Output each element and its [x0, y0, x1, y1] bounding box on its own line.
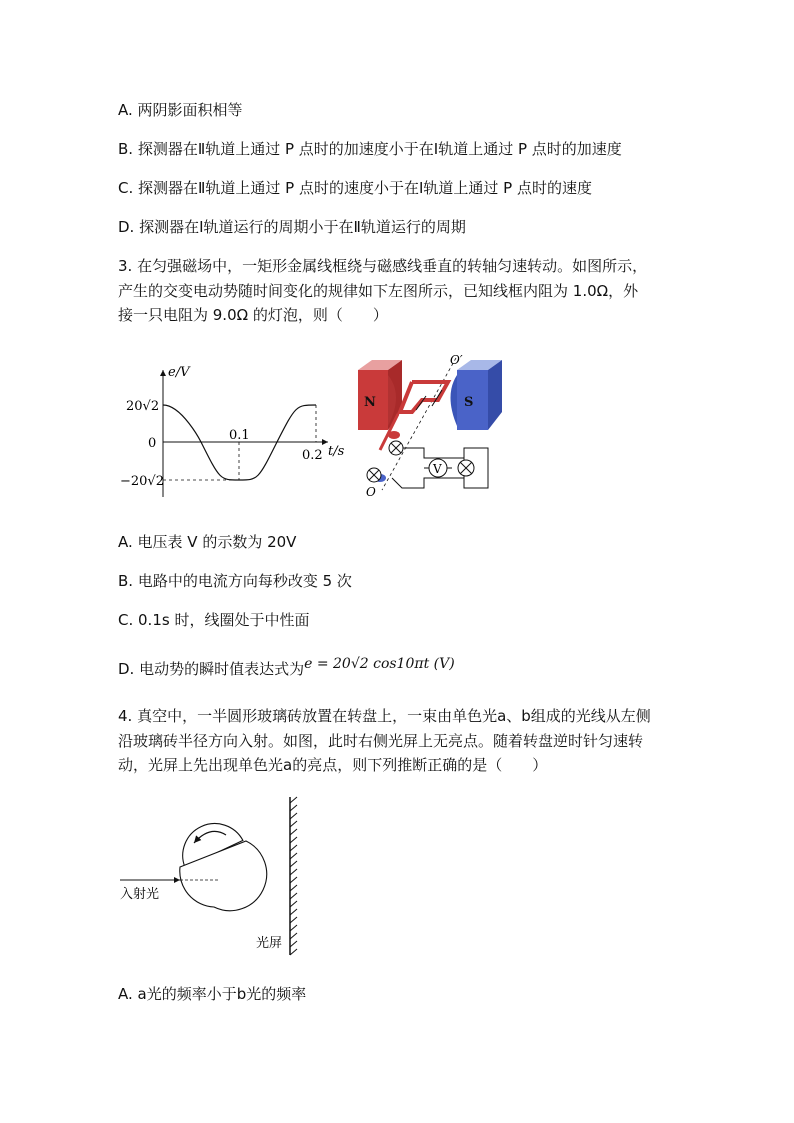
q3-option-b: B. 电路中的电流方向每秒改变 5 次 — [118, 572, 352, 590]
y-axis-label: e/V — [168, 365, 190, 380]
q2-option-d: D. 探测器在Ⅰ轨道运行的周期小于在Ⅱ轨道运行的周期 — [118, 218, 466, 236]
q3-emf-graph — [120, 362, 350, 502]
q3-stem-line3: 接一只电阻为 9.0Ω 的灯泡，则（ ） — [118, 306, 388, 324]
q2-option-c: C. 探测器在Ⅱ轨道上通过 P 点时的速度小于在Ⅰ轨道上通过 P 点时的速度 — [118, 179, 592, 197]
screen-hatching — [290, 797, 297, 955]
voltmeter-label: V — [433, 462, 442, 476]
q3-option-d — [118, 656, 455, 680]
x-axis-label: t/s — [328, 444, 345, 459]
q2-option-a: A. 两阴影面积相等 — [118, 101, 243, 119]
x-tick-2: 0.2 — [302, 448, 323, 463]
incident-label: 入射光 — [120, 887, 160, 902]
origin-label: 0 — [148, 436, 157, 451]
q4-stem-line3: 动，光屏上先出现单色光a的亮点，则下列推断正确的是（ ） — [118, 756, 548, 774]
q3-option-d-formula: e = 20√2 cos10πt (V) — [304, 656, 455, 672]
q3-option-d-prefix: D. 电动势的瞬时值表达式为 — [118, 660, 305, 678]
coil-loop — [400, 382, 448, 412]
q3-stem-line2: 产生的交变电动势随时间变化的规律如下左图所示，已知线框内阻为 1.0Ω，外 — [118, 282, 639, 300]
q4-stem-line1: 4. 真空中，一半圆形玻璃砖放置在转盘上，一束由单色光a、b组成的光线从左侧 — [118, 707, 651, 725]
s-pole-label: S — [464, 395, 474, 410]
q4-stem-line2: 沿玻璃砖半径方向入射。如图，此时右侧光屏上无亮点。随着转盘逆时针匀速转 — [118, 732, 644, 750]
y-max-label: 20√2 — [126, 399, 160, 414]
q3-generator-apparatus — [352, 350, 512, 500]
q3-option-c: C. 0.1s 时，线圈处于中性面 — [118, 611, 310, 629]
q4-refraction-figure — [118, 795, 318, 960]
q2-option-b: B. 探测器在Ⅱ轨道上通过 P 点时的加速度小于在Ⅰ轨道上通过 P 点时的加速度 — [118, 140, 622, 158]
q3-stem-line1: 3. 在匀强磁场中，一矩形金属线框绕与磁感线垂直的转轴匀速转动。如图所示， — [118, 257, 648, 275]
x-tick-1: 0.1 — [229, 428, 250, 443]
q4-option-a: A. a光的频率小于b光的频率 — [118, 985, 307, 1003]
screen-label: 光屏 — [256, 936, 283, 951]
slip-ring-top — [388, 431, 400, 439]
n-pole-label: N — [364, 395, 376, 410]
axis-top-label: O′ — [450, 353, 463, 367]
y-min-label: −20√2 — [120, 474, 164, 489]
axis-bottom-label: O — [366, 485, 376, 499]
q3-option-a: A. 电压表 V 的示数为 20V — [118, 533, 297, 551]
